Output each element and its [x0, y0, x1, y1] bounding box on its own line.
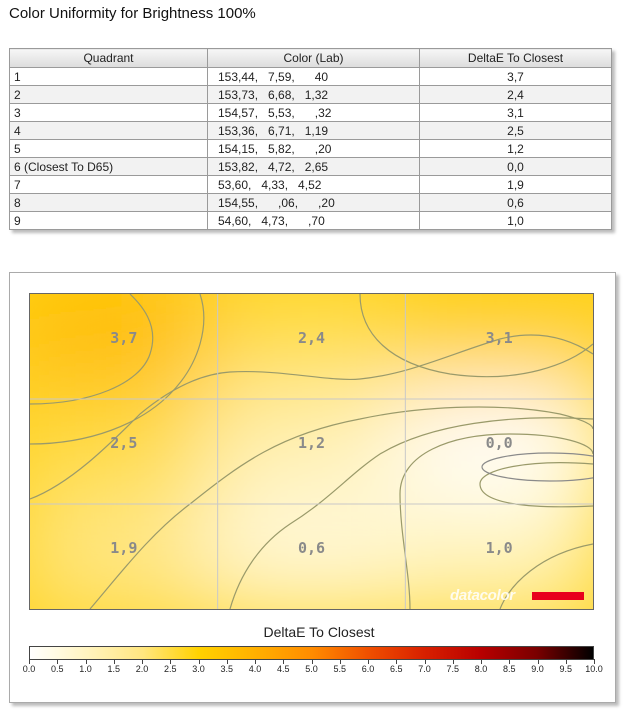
quadrant-cell: 1 [10, 68, 208, 86]
quadrant-cell: 3 [10, 104, 208, 122]
deltae-cell: 0,6 [420, 194, 612, 212]
quadrant-cell: 5 [10, 140, 208, 158]
color-lab-cell: 154,15, 5,82, ,20 [208, 140, 420, 158]
table-row [10, 140, 612, 158]
color-scale-tick-label: 7.0 [418, 664, 431, 674]
color-scale-tick-label: 6.5 [389, 664, 403, 674]
color-lab-cell: 153,82, 4,72, 2,65 [208, 158, 420, 176]
table-row [10, 212, 612, 230]
color-scale-tick-label: 4.5 [276, 664, 290, 674]
table-row [10, 176, 612, 194]
table-row [10, 158, 612, 176]
heatmap-value-label: 0,6 [297, 539, 326, 558]
quadrant-cell: 2 [10, 86, 208, 104]
datacolor-logo-bar [532, 592, 584, 600]
color-scale-tick-label: 5.0 [305, 664, 318, 674]
table-header-row [10, 49, 612, 68]
heatmap-value-label: 2,4 [297, 329, 326, 348]
quadrant-cell: 6 (Closest To D65) [10, 158, 208, 176]
heatmap-value-label: 2,5 [110, 434, 138, 453]
color-scale-tick-label: 0.0 [22, 664, 36, 674]
color-scale-tick-label: 0.5 [50, 664, 64, 674]
color-lab-cell: 154,57, 5,53, ,32 [208, 104, 420, 122]
quadrant-cell: 7 [10, 176, 208, 194]
heatmap-value-label: 1,0 [485, 539, 513, 558]
datacolor-logo: datacolor [450, 587, 515, 604]
column-header-quadrant: Quadrant [10, 49, 208, 68]
color-scale-tick-label: 5.5 [333, 664, 347, 674]
color-uniformity-table [9, 48, 612, 230]
deltae-cell: 3,1 [420, 104, 612, 122]
quadrant-cell: 8 [10, 194, 208, 212]
color-scale-tick-label: 10.0 [585, 664, 603, 674]
deltae-cell: 0,0 [420, 158, 612, 176]
color-scale-tick-label: 2.5 [163, 664, 177, 674]
table-row [10, 104, 612, 122]
color-lab-cell: 154,55, ,06, ,20 [208, 194, 420, 212]
column-header-deltae: DeltaE To Closest [420, 49, 612, 68]
legend-title: DeltaE To Closest [263, 624, 375, 640]
color-lab-cell: 153,36, 6,71, 1,19 [208, 122, 420, 140]
color-lab-cell: 53,60, 4,33, 4,52 [208, 176, 420, 194]
column-header-color-lab: Color (Lab) [208, 49, 420, 68]
color-scale-tick-label: 7.5 [446, 664, 460, 674]
table-row [10, 122, 612, 140]
heatmap-value-label: 1,2 [297, 434, 326, 453]
color-scale-tick-label: 8.0 [474, 664, 488, 674]
color-scale-tick-label: 9.5 [559, 664, 573, 674]
heatmap-value-label: 0,0 [485, 434, 513, 453]
table-row [10, 194, 612, 212]
color-scale-tick-label: 1.5 [107, 664, 121, 674]
heatmap-value-label: 1,9 [110, 539, 138, 558]
deltae-cell: 1,9 [420, 176, 612, 194]
color-scale-tick-label: 1.0 [79, 664, 92, 674]
table-body [10, 68, 612, 230]
color-scale-tick-label: 6.0 [361, 664, 375, 674]
color-lab-cell: 153,73, 6,68, 1,32 [208, 86, 420, 104]
color-lab-cell: 153,44, 7,59, 40 [208, 68, 420, 86]
quadrant-cell: 9 [10, 212, 208, 230]
color-lab-cell: 54,60, 4,73, ,70 [208, 212, 420, 230]
page-title: Color Uniformity for Brightness 100% [9, 5, 256, 22]
table-row [10, 86, 612, 104]
deltae-cell: 1,0 [420, 212, 612, 230]
deltae-cell: 3,7 [420, 68, 612, 86]
color-scale-tick-label: 9.0 [531, 664, 544, 674]
heatmap-value-label: 3,7 [110, 329, 138, 348]
deltae-cell: 1,2 [420, 140, 612, 158]
color-scale-tick-label: 2.0 [135, 664, 149, 674]
color-scale-tick-label: 3.0 [192, 664, 205, 674]
color-scale-bar [29, 646, 594, 660]
color-scale-tick-label: 8.5 [502, 664, 516, 674]
table-row [10, 68, 612, 86]
heatmap-value-label: 3,1 [485, 329, 513, 348]
color-scale-tick-label: 4.0 [248, 664, 262, 674]
deltae-cell: 2,5 [420, 122, 612, 140]
quadrant-cell: 4 [10, 122, 208, 140]
deltae-cell: 2,4 [420, 86, 612, 104]
color-scale-tick-label: 3.5 [220, 664, 234, 674]
